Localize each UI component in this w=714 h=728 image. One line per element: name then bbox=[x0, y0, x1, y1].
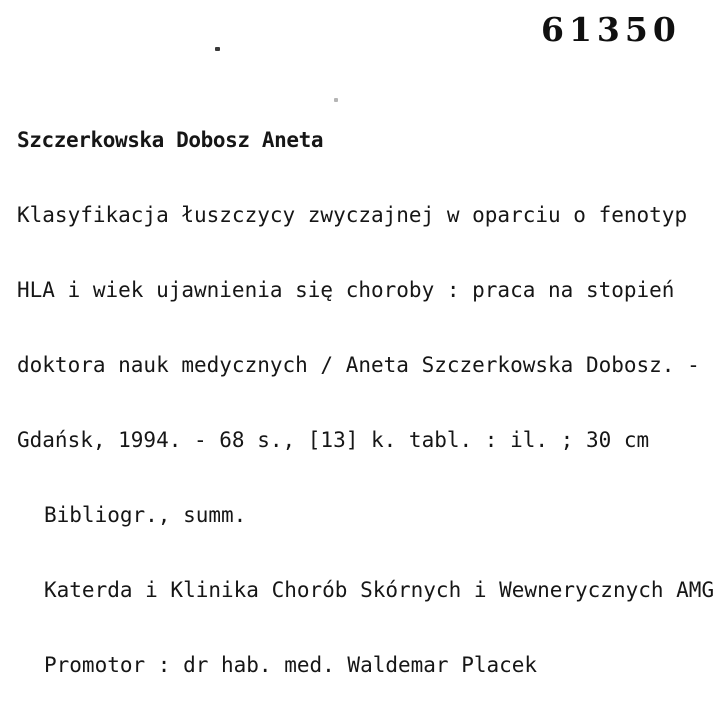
note-line: Promotor : dr hab. med. Waldemar Placek bbox=[44, 653, 538, 677]
accession-number-stamp: 61350 bbox=[541, 10, 681, 49]
description-line: doktora nauk medycznych / Aneta Szczerkowska Dobosz. - bbox=[17, 353, 700, 377]
note-line: Bibliogr., summ. bbox=[44, 503, 247, 527]
ink-speck bbox=[215, 47, 220, 51]
bibliographic-record bbox=[17, 78, 714, 728]
description-line: Gdańsk, 1994. - 68 s., [13] k. tabl. : il. ; 30 cm bbox=[17, 428, 650, 452]
note-line: Katerda i Klinika Chorób Skórnych i Wewnerycznych AMG bbox=[44, 578, 714, 602]
description-line: HLA i wiek ujawnienia się choroby : praca na stopień bbox=[17, 278, 675, 302]
description-line: Klasyfikacja łuszczycy zwyczajnej w oparciu o fenotyp bbox=[17, 203, 688, 227]
author-heading: Szczerkowska Dobosz Aneta bbox=[17, 128, 324, 152]
